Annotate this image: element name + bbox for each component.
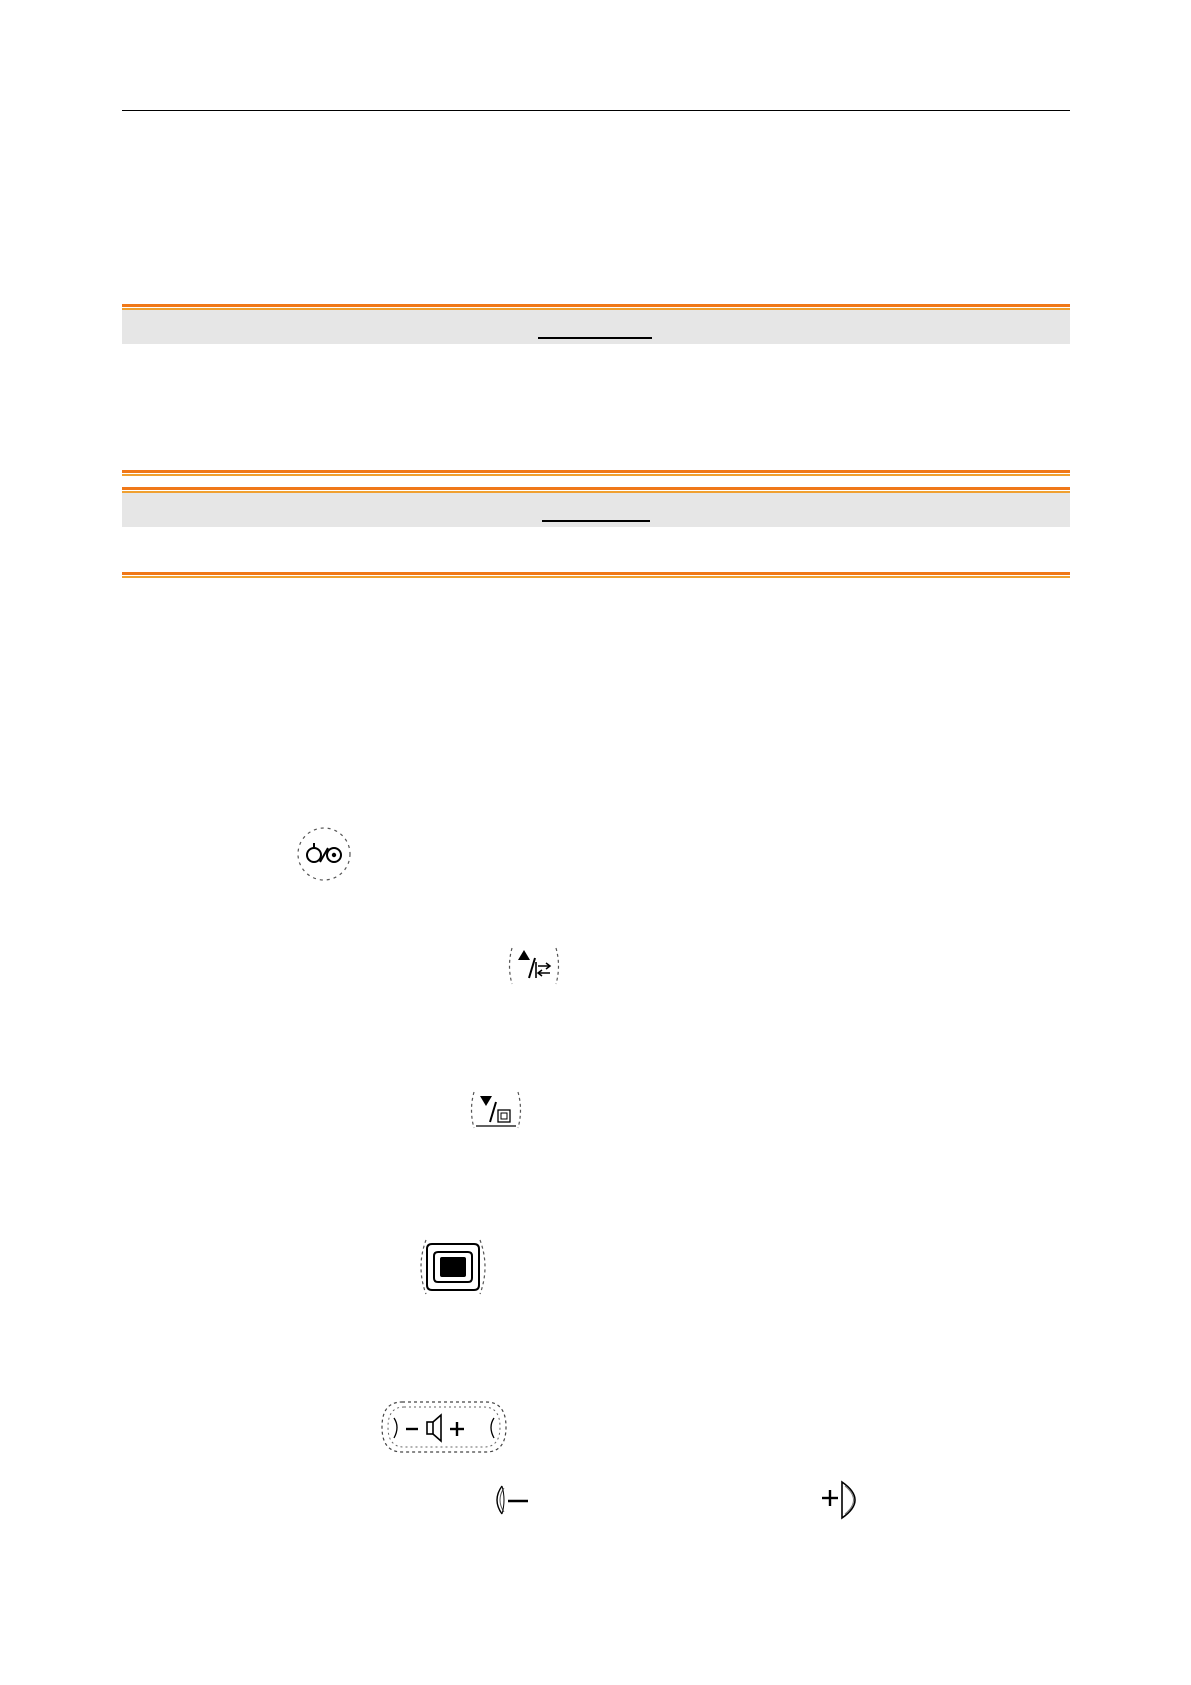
section-2-title-band: [122, 493, 1070, 527]
channel-up-input-icon[interactable]: [506, 944, 562, 988]
volume-minus-icon[interactable]: [490, 1482, 538, 1518]
section-2-title-underline: [542, 520, 650, 522]
screen-display-icon[interactable]: [418, 1236, 488, 1298]
channel-down-menu-icon[interactable]: [468, 1088, 524, 1132]
section-2-orange-rule-top: [122, 470, 1070, 476]
power-standby-icon[interactable]: [296, 826, 352, 882]
section-2-orange-rule-bottom: [122, 572, 1070, 578]
section-1-title-underline: [538, 337, 652, 339]
section-1-title-band: [122, 310, 1070, 344]
header-rule: [122, 110, 1070, 111]
volume-control-icon[interactable]: [378, 1398, 510, 1456]
volume-plus-icon[interactable]: [818, 1480, 870, 1520]
